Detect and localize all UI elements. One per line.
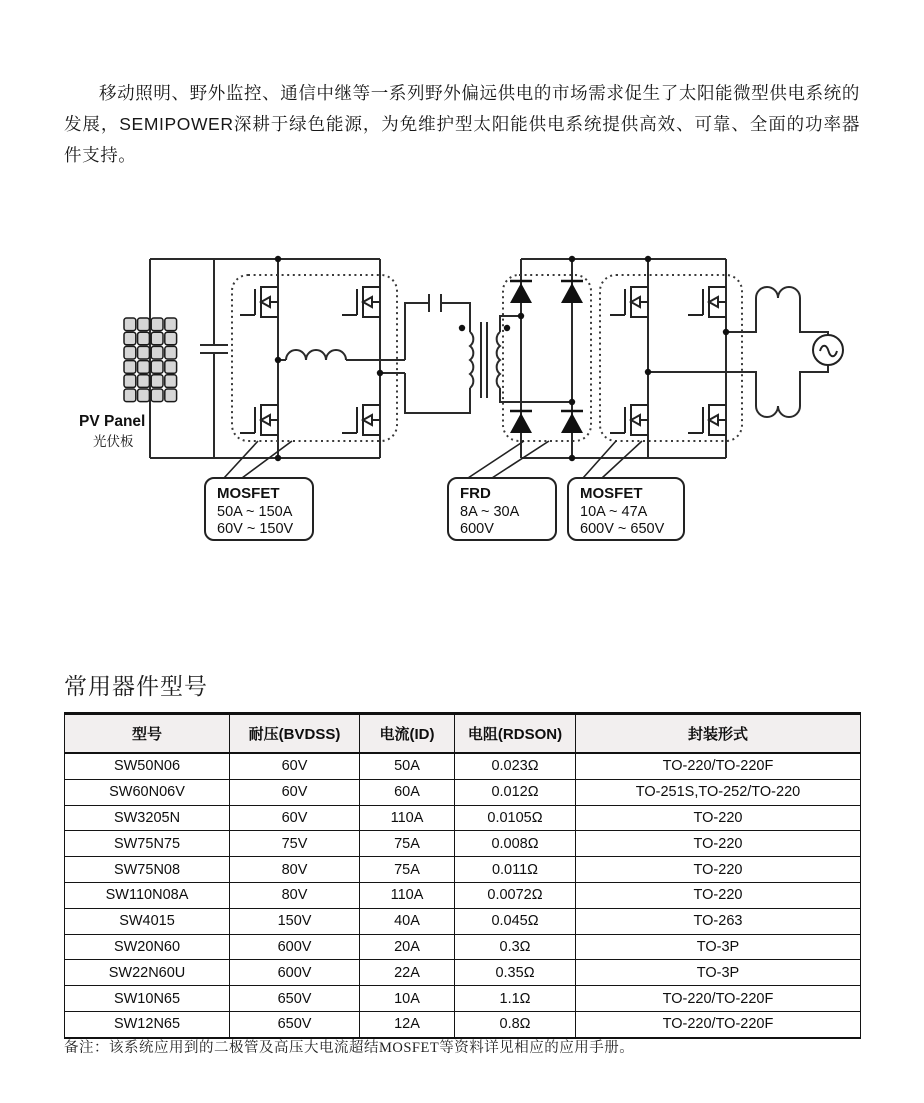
footnote: 备注：该系统应用到的二极管及高压大电流超结MOSFET等资料详见相应的应用手册。 xyxy=(64,1040,635,1056)
cell-id: 110A xyxy=(360,805,455,831)
table-row xyxy=(65,753,861,779)
cell-rdson: 0.023Ω xyxy=(455,753,576,779)
table-row xyxy=(65,779,861,805)
table-row xyxy=(65,986,861,1012)
cell-bvdss: 150V xyxy=(230,908,360,934)
table-header-row xyxy=(65,714,861,754)
table-row xyxy=(65,934,861,960)
callout3-title: MOSFET xyxy=(580,485,643,502)
cell-id: 75A xyxy=(360,831,455,857)
cell-bvdss: 80V xyxy=(230,857,360,883)
callout1-line2: 60V ~ 150V xyxy=(217,521,294,537)
cell-bvdss: 650V xyxy=(230,1011,360,1037)
col-header-package: 封装形式 xyxy=(576,714,861,754)
cell-id: 40A xyxy=(360,908,455,934)
cell-package: TO-263 xyxy=(576,908,861,934)
cell-model: SW12N65 xyxy=(65,1011,230,1037)
cell-id: 110A xyxy=(360,882,455,908)
cell-rdson: 0.008Ω xyxy=(455,831,576,857)
table-row xyxy=(65,882,861,908)
cell-rdson: 0.012Ω xyxy=(455,779,576,805)
cell-model: SW3205N xyxy=(65,805,230,831)
cell-model: SW75N75 xyxy=(65,831,230,857)
cell-id: 50A xyxy=(360,753,455,779)
cell-id: 60A xyxy=(360,779,455,805)
section-title: 常用器件型号 xyxy=(64,673,208,699)
cell-bvdss: 80V xyxy=(230,882,360,908)
cell-rdson: 0.011Ω xyxy=(455,857,576,883)
cell-bvdss: 60V xyxy=(230,753,360,779)
cell-model: SW50N06 xyxy=(65,753,230,779)
callout2-title: FRD xyxy=(460,485,491,502)
cell-bvdss: 600V xyxy=(230,960,360,986)
cell-package: TO-220 xyxy=(576,805,861,831)
cell-rdson: 0.3Ω xyxy=(455,934,576,960)
cell-package: TO-220/TO-220F xyxy=(576,1011,861,1037)
cell-rdson: 0.35Ω xyxy=(455,960,576,986)
cell-model: SW20N60 xyxy=(65,934,230,960)
cell-package: TO-220 xyxy=(576,831,861,857)
table-row xyxy=(65,908,861,934)
cell-id: 20A xyxy=(360,934,455,960)
pv-panel-label-zh: 光伏板 xyxy=(93,434,134,449)
cell-package: TO-3P xyxy=(576,960,861,986)
cell-bvdss: 60V xyxy=(230,779,360,805)
col-header-rdson: 电阻(RDSON) xyxy=(455,714,576,754)
circuit-diagram xyxy=(0,250,924,560)
callout-leader-lines xyxy=(224,441,642,478)
cell-rdson: 0.8Ω xyxy=(455,1011,576,1037)
table-row xyxy=(65,1011,861,1037)
col-header-model: 型号 xyxy=(65,714,230,754)
cell-model: SW110N08A xyxy=(65,882,230,908)
cell-bvdss: 75V xyxy=(230,831,360,857)
cell-package: TO-220/TO-220F xyxy=(576,753,861,779)
cell-id: 10A xyxy=(360,986,455,1012)
callout1-line1: 50A ~ 150A xyxy=(217,504,293,520)
cell-bvdss: 60V xyxy=(230,805,360,831)
cell-model: SW4015 xyxy=(65,908,230,934)
table-row xyxy=(65,805,861,831)
col-header-id: 电流(ID) xyxy=(360,714,455,754)
cell-rdson: 0.0072Ω xyxy=(455,882,576,908)
cell-package: TO-220 xyxy=(576,882,861,908)
mosfet-bridge-output xyxy=(610,286,726,436)
table-row xyxy=(65,857,861,883)
cell-model: SW10N65 xyxy=(65,986,230,1012)
cell-model: SW60N06V xyxy=(65,779,230,805)
pv-panel-label-en: PV Panel xyxy=(79,413,146,430)
cell-bvdss: 600V xyxy=(230,934,360,960)
cell-id: 75A xyxy=(360,857,455,883)
cell-model: SW22N60U xyxy=(65,960,230,986)
cell-package: TO-3P xyxy=(576,934,861,960)
cell-package: TO-251S,TO-252/TO-220 xyxy=(576,779,861,805)
cell-bvdss: 650V xyxy=(230,986,360,1012)
callout2-line1: 8A ~ 30A xyxy=(460,504,520,520)
cell-rdson: 0.045Ω xyxy=(455,908,576,934)
col-header-bvdss: 耐压(BVDSS) xyxy=(230,714,360,754)
table-row xyxy=(65,831,861,857)
callout3-line1: 10A ~ 47A xyxy=(580,504,648,520)
device-table xyxy=(64,712,861,1039)
table-row xyxy=(65,960,861,986)
cell-id: 22A xyxy=(360,960,455,986)
callout3-line2: 600V ~ 650V xyxy=(580,521,665,537)
circuit-wires xyxy=(150,259,828,458)
cell-package: TO-220/TO-220F xyxy=(576,986,861,1012)
ac-source-icon xyxy=(813,335,843,365)
callout2-line2: 600V xyxy=(460,521,494,537)
cell-model: SW75N08 xyxy=(65,857,230,883)
cell-id: 12A xyxy=(360,1011,455,1037)
cell-rdson: 0.0105Ω xyxy=(455,805,576,831)
cell-package: TO-220 xyxy=(576,857,861,883)
intro-paragraph: 移动照明、野外监控、通信中继等一系列野外偏远供电的市场需求促生了太阳能微型供电系统的发展，SEMIPOWER深耕于绿色能源，为免维护型太阳能供电系统提供高效、可靠、全面的功率器件支持。 xyxy=(64,82,860,165)
cell-rdson: 1.1Ω xyxy=(455,986,576,1012)
callout1-title: MOSFET xyxy=(217,485,280,502)
